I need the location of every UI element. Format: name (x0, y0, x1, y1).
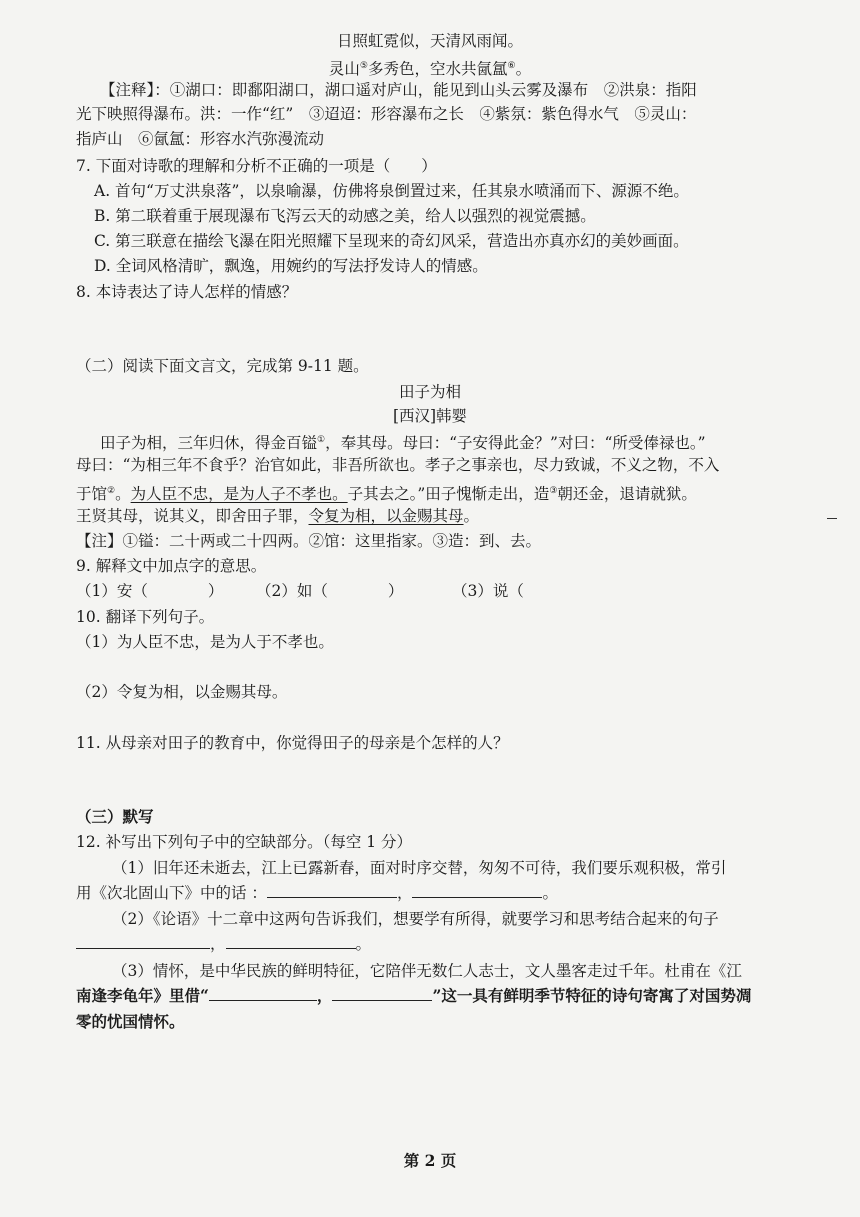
passage-line: 王贤其母，说其义，即舍田子罪，令复为相，以金赐其母。 (76, 507, 480, 525)
q12-item-2: ， 。 (76, 933, 371, 955)
passage-title: 田子为相 (398, 383, 461, 401)
q12-item-3: 南逢李龟年》里借“ ， ”这一具有鲜明季节特征的诗句寄寓了对国势凋 (76, 986, 752, 1005)
page-number: 第 2 页 (403, 1151, 457, 1170)
q9-item-1: （1）安（ ） (76, 582, 224, 600)
option-d: D. 全词风格清旷，飘逸，用婉约的写法抒发诗人的情感。 (94, 257, 488, 275)
poem-notes: 【注释】：①湖口：即鄱阳湖口，湖口遥对庐山，能见到山头云雾及瀑布 ②洪泉：指阳 (100, 81, 697, 99)
question-11: 11. 从母亲对田子的教育中，你觉得田子的母亲是个怎样的人？ (76, 734, 509, 752)
q9-item-3: （3）说（ (452, 582, 524, 600)
q10-sentence-2: （2）令复为相，以金赐其母。 (76, 683, 288, 701)
scan-mark (827, 518, 837, 519)
q10-sentence-1: （1）为人臣不忠，是为人于不孝也。 (76, 633, 334, 651)
q12-item-1: 用《次北固山下》中的话 ： ， 。 (76, 884, 558, 902)
question-7: 7. 下面对诗歌的理解和分析不正确的一项是（ ） (76, 157, 437, 175)
poem-notes: 指庐山 ⑥氤氲：形容水汽弥漫流动 (76, 130, 325, 148)
question-9: 9. 解释文中加点字的意思。 (76, 557, 267, 575)
poem-notes: 光下映照得瀑布。洪：一作“红” ③迢迢：形容瀑布之长 ④紫氛：紫色得水气 ⑤灵山： (76, 105, 697, 123)
poem-line: 日照虹霓似，天清风雨闻。 (336, 32, 523, 50)
question-12: 12. 补写出下列句子中的空缺部分。（每空 1 分） (76, 833, 413, 851)
passage-line: 田子为相，三年归休，得金百镒①，奉其母。母曰：“子安得此金？”对曰：“所受俸禄也。” (100, 434, 706, 453)
option-a: A. 首句“万丈洪泉落”，以泉喻瀑，仿佛将泉倒置过来，任其泉水喷涌而下、源源不绝。 (94, 182, 689, 200)
q9-item-2: （2）如（ ） (256, 582, 404, 600)
poem-line: 灵山⑤多秀色，空水共氤氲⑥。 (328, 60, 532, 79)
passage-line: 于馆②。为人臣不忠，是为人子不孝也。子其去之。”田子愧惭走出，造③朝还金，退请就狱。 (76, 485, 697, 504)
passage-author: [西汉]韩婴 (392, 407, 468, 425)
question-8: 8. 本诗表达了诗人怎样的情感？ (76, 283, 298, 301)
q12-item-1: （1）旧年还未逝去，江上已露新春，面对时序交替，匆匆不可待，我们要乐观积极，常引 (112, 859, 727, 877)
passage-line: 母曰：“为相三年不食乎？治官如此，非吾所欲也。孝子之事亲也，尽力致诚，不义之物，不入 (76, 456, 720, 474)
option-b: B. 第二联着重于展现瀑布飞泻云天的动感之美，给人以强烈的视觉震撼。 (94, 207, 596, 225)
q12-item-3: （3）情怀，是中华民族的鲜明特征，它陪伴无数仁人志士，文人墨客走过千年。杜甫在《江 (112, 962, 742, 980)
section-2-heading: （二）阅读下面文言文，完成第 9-11 题。 (76, 357, 369, 375)
passage-note: 【注】①镒：二十两或二十四两。②馆：这里指家。③造：到、去。 (76, 532, 542, 550)
question-10: 10. 翻译下列句子。 (76, 608, 215, 626)
q12-item-3: 零的忧国情怀。 (76, 1012, 185, 1031)
option-c: C. 第三联意在描绘飞瀑在阳光照耀下呈现来的奇幻风采，营造出亦真亦幻的美妙画面。 (94, 232, 689, 250)
section-3-heading: （三）默写 (76, 807, 154, 826)
q12-item-2: （2）《论语》十二章中这两句告诉我们，想要学有所得，就要学习和思考结合起来的句子 (112, 910, 719, 928)
